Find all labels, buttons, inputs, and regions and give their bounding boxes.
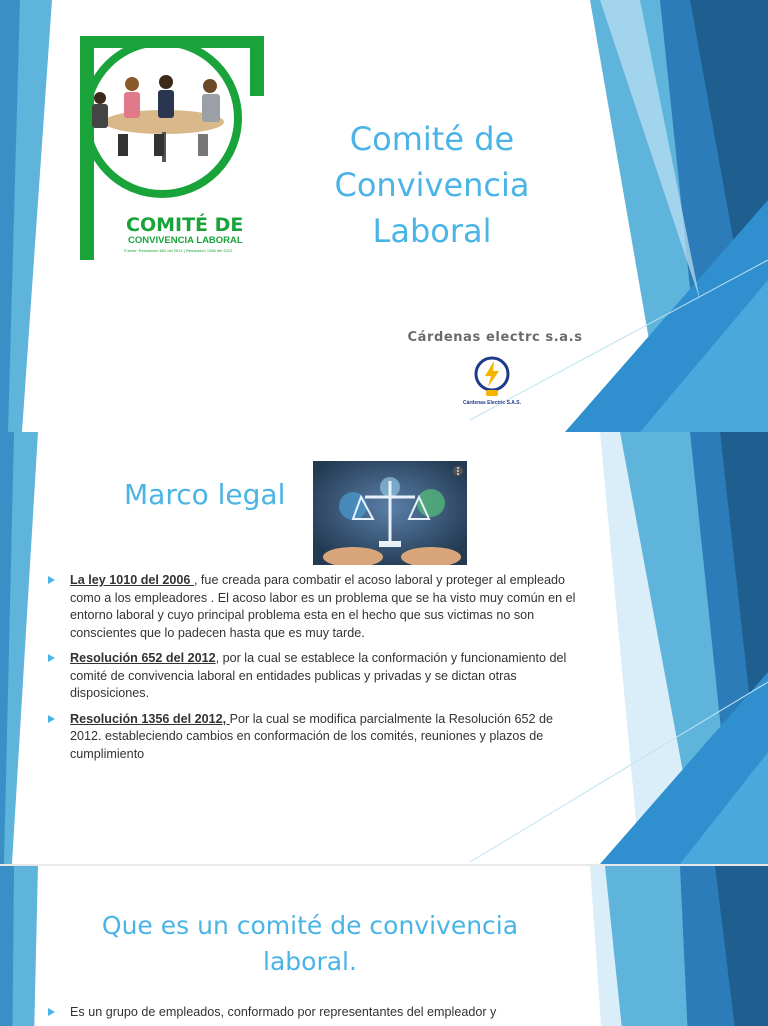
section-title [60, 908, 560, 980]
company-logo-caption: Cárdenas Electric S.A.S. [462, 400, 522, 406]
law-reference: Resolución 1356 del 2012, [70, 711, 230, 726]
title-line1: Comité de [349, 120, 515, 158]
title-line2: Convivencia [334, 166, 530, 204]
triangle-bullet-icon [48, 715, 55, 723]
slide-definition [0, 866, 768, 1026]
slide-title [0, 0, 768, 432]
company-name: Cárdenas electrc s.a.s [407, 330, 583, 345]
title-line3: Laboral [372, 212, 492, 250]
triangle-bullet-icon [48, 1008, 55, 1016]
logo-text-line2: CONVIVENCIA LABORAL [128, 235, 243, 246]
list-item [48, 650, 584, 703]
slide-legal-framework [0, 432, 768, 864]
title-line2: laboral. [263, 947, 357, 976]
section-title: Marco legal [124, 478, 286, 511]
legal-list [48, 572, 584, 771]
triangle-bullet-icon [48, 654, 55, 662]
list-item [48, 572, 584, 642]
law-description: , por la cual se establece la conformación y funcionamiento del comité de convivencia laboral en entidades publicas y privadas y se dictan otras disposiciones. [70, 651, 567, 700]
definition-text: Es un grupo de empleados, conformado por representantes del empleador y [70, 1005, 497, 1019]
list-item [48, 711, 584, 764]
title-line1: Que es un comité de convivencia [101, 911, 519, 940]
definition-list [48, 1004, 588, 1022]
list-item [48, 1004, 588, 1022]
logo-small-text: Fuente: Resolución 652 del 2012 | Resolución 1356 del 2012 [124, 248, 233, 253]
logo-text-line1: COMITÉ DE [126, 214, 244, 236]
company-logo [457, 352, 527, 414]
triangle-bullet-icon [48, 576, 55, 584]
slide-title-heading [300, 116, 564, 254]
law-reference: Resolución 652 del 2012 [70, 651, 216, 665]
committee-logo [78, 34, 266, 262]
justice-scales-image [313, 461, 467, 565]
law-description: , fue creada para combatir el acoso laboral y proteger al empleado como a los empleadores . El acoso labor es un problema que se ha visto muy común en el entorno laboral y cuyo principal problema esta en el hecho que sus victimas no son conscientes que lo padecen hasta que es muy tarde. [70, 573, 576, 640]
law-reference: La ley 1010 del 2006 [70, 573, 194, 587]
law-description: Por la cual se modifica parcialmente la Resolución 652 de 2012. estableciendo cambios en conformación de los comités, reuniones y plazos de cumplimiento [70, 711, 554, 761]
